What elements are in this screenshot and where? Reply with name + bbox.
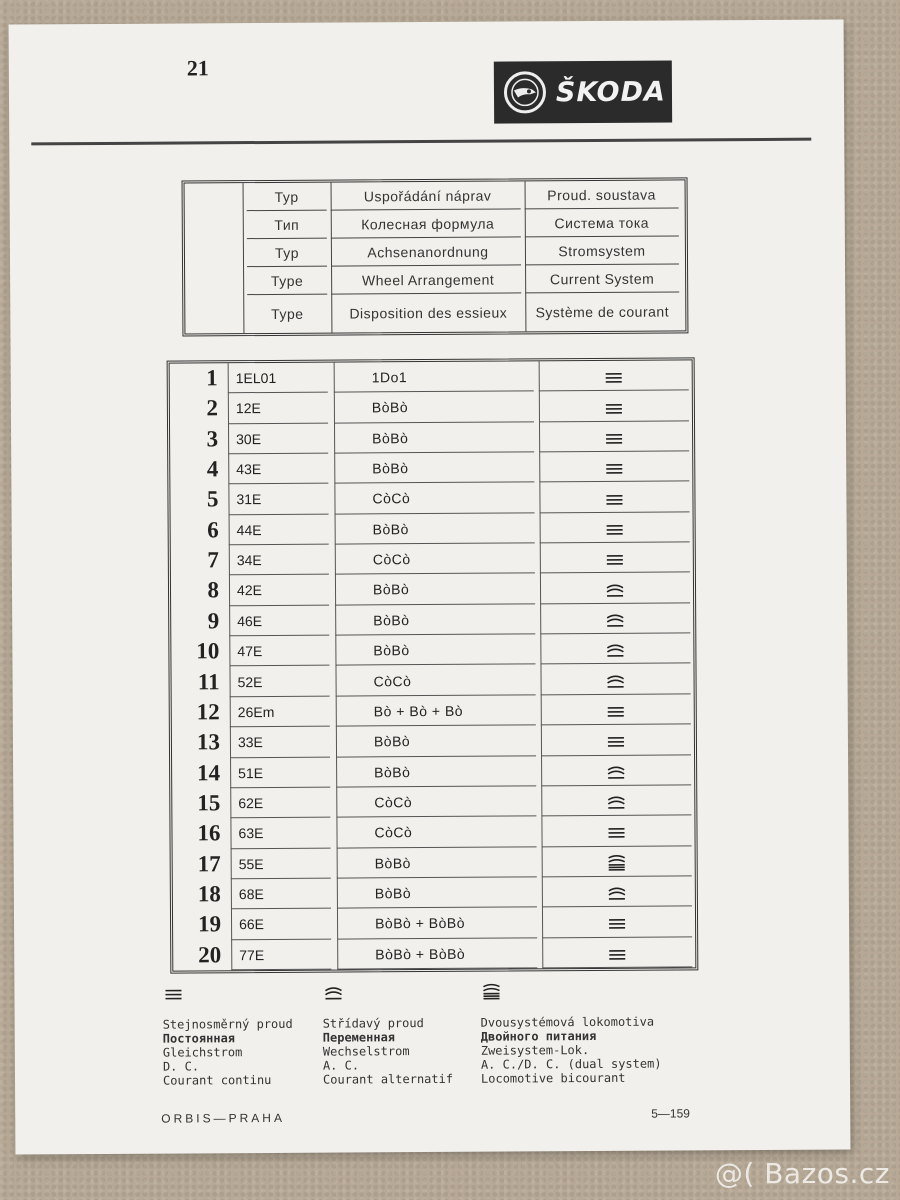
table-row [173, 846, 695, 880]
locomotive-type: 51E [238, 764, 264, 781]
header-cell-current: Proud. soustava [547, 186, 656, 203]
header-cell-type: Typ [274, 188, 299, 205]
table-row [173, 937, 695, 971]
table-row [171, 573, 693, 607]
row-number: 4 [206, 456, 219, 482]
wheel-arrangement: BòBò [373, 733, 411, 750]
locomotive-type: 1EL01 [235, 369, 277, 387]
locomotive-type: 68E [238, 885, 264, 903]
legend-dc [162, 983, 293, 1088]
header-cell-wheel: Колесная формула [361, 215, 495, 232]
current-system-ac-icon [542, 876, 692, 907]
locomotive-type: 43E [236, 461, 262, 478]
wheel-arrangement: CòCò [372, 490, 411, 507]
legend-text: Dvousystémová lokomotiva [480, 1014, 655, 1030]
table-row [172, 785, 694, 819]
document-page [9, 19, 851, 1154]
legend-text: Locomotive bicourant [480, 1070, 626, 1086]
wheel-arrangement: BòBò [372, 429, 409, 447]
header-cell-type: Тип [274, 216, 300, 233]
row-rule-line [542, 966, 692, 968]
row-number: 3 [206, 425, 219, 452]
wheel-arrangement: BòBò + BòBò [375, 945, 466, 962]
current-system-ac-icon [541, 755, 691, 786]
table-row [171, 664, 693, 698]
row-number: 5 [206, 486, 219, 512]
header-row [185, 208, 685, 239]
row-rule-line [231, 969, 331, 971]
legend-text: Постоянная [162, 1031, 236, 1046]
current-system-dc-icon [542, 907, 692, 938]
table-row [172, 694, 694, 728]
document-code: 5—159 [651, 1106, 690, 1121]
wheel-arrangement: BòBò [373, 611, 410, 629]
locomotive-type: 42E [236, 582, 262, 599]
header-cell-current: Current System [549, 270, 655, 287]
current-system-ac-icon [541, 785, 691, 816]
table-row [173, 876, 695, 910]
header-cell-current: Système de courant [535, 303, 670, 320]
wheel-arrangement: CòCò [374, 794, 413, 811]
header-cell-current: Система тока [554, 214, 650, 231]
current-system-dc-icon [541, 694, 691, 725]
wheel-arrangement: BòBò [374, 854, 411, 871]
locomotive-type: 46E [237, 612, 263, 629]
legend-text: Двойного питания [480, 1028, 597, 1044]
row-number: 1 [206, 365, 218, 391]
row-number: 17 [197, 850, 221, 877]
header-row [185, 180, 685, 211]
dc-symbol-icon [162, 983, 292, 1018]
watermark: @( Bazos.cz [714, 1157, 890, 1190]
table-row [172, 816, 694, 850]
skoda-winged-arrow-icon [504, 71, 546, 113]
current-system-ac-icon [540, 664, 690, 695]
current-system-dc-icon [542, 937, 692, 968]
publisher: ORBIS—PRAHA [161, 1110, 285, 1126]
current-system-dc-icon [540, 512, 690, 543]
wheel-arrangement: 1Do1 [371, 369, 408, 386]
wheel-arrangement: BòBò [372, 581, 410, 598]
header-rule [31, 138, 811, 146]
locomotive-type: 26Em [237, 703, 275, 721]
current-system-dual-icon [542, 846, 692, 877]
row-number: 16 [197, 820, 221, 846]
row-number: 11 [197, 668, 220, 694]
header-cell-type: Type [270, 272, 304, 289]
wheel-arrangement: BòBò [372, 460, 409, 477]
wheel-arrangement: CòCò [372, 551, 411, 568]
legend-text: Stejnosměrný proud [162, 1016, 293, 1032]
locomotive-type: 30E [236, 430, 262, 447]
skoda-logo [494, 61, 672, 124]
current-system-dc-icon [540, 543, 690, 574]
wheel-arrangement: CòCò [374, 824, 413, 841]
current-system-ac-icon [540, 573, 690, 604]
row-number: 8 [207, 577, 220, 603]
legend-text: Courant continu [162, 1072, 272, 1088]
header-cell-current: Stromsystem [558, 242, 646, 259]
table-row [171, 512, 693, 546]
legend-text: Переменная [322, 1030, 396, 1045]
legend-text: A. C./D. C. (dual system) [480, 1056, 662, 1072]
row-number: 9 [207, 608, 220, 634]
current-system-dc-icon [541, 816, 691, 847]
locomotive-type: 12E [235, 400, 261, 417]
current-system-dc-icon [541, 725, 691, 756]
row-number: 7 [207, 547, 219, 573]
wheel-arrangement: BòBò [373, 642, 410, 659]
header-row [185, 292, 685, 333]
current-system-ac-icon [540, 634, 690, 665]
wheel-arrangement: BòBò + BòBò [375, 915, 466, 932]
header-cell-wheel: Uspořádání náprav [363, 187, 492, 204]
row-number: 2 [206, 395, 218, 421]
locomotive-type: 55E [238, 855, 264, 872]
legend-text: Courant alternatif [322, 1071, 454, 1087]
table-row [170, 391, 692, 425]
table-row [171, 634, 693, 668]
page-number: 21 [186, 55, 209, 81]
legend-ac [322, 982, 453, 1087]
header-row [185, 236, 685, 267]
locomotive-type: 62E [238, 794, 264, 812]
current-system-dc-icon [539, 421, 689, 452]
current-system-dc-icon [539, 360, 689, 391]
legend-text: Wechselstrom [322, 1044, 410, 1059]
header-table [182, 177, 689, 336]
header-cell-wheel: Disposition des essieux [349, 304, 508, 321]
table-row [170, 451, 692, 485]
locomotive-type: 77E [239, 946, 265, 963]
row-number: 18 [197, 881, 221, 907]
ac-symbol-icon [322, 982, 452, 1017]
locomotive-type: 34E [236, 552, 262, 569]
row-rule-line [337, 967, 537, 969]
locomotive-type: 52E [237, 673, 263, 690]
current-system-dc-icon [539, 391, 689, 422]
table-row [171, 603, 693, 637]
table-row [170, 360, 692, 394]
row-number: 14 [197, 759, 221, 785]
header-cell-wheel: Achsenanordnung [367, 243, 489, 260]
row-number: 10 [196, 638, 220, 664]
wheel-arrangement: Bò + Bò + Bò [373, 702, 464, 720]
legend-text: A. C. [322, 1058, 360, 1073]
header-row [185, 264, 685, 295]
locomotive-type: 66E [239, 916, 265, 933]
wheel-arrangement: CòCò [373, 672, 412, 689]
row-number: 13 [196, 729, 221, 755]
dual-system-symbol-icon [480, 981, 661, 1016]
wheel-arrangement: BòBò [374, 763, 411, 780]
legend-text: Střídavý proud [322, 1016, 424, 1031]
header-cell-type: Typ [274, 244, 300, 261]
locomotive-type: 44E [236, 521, 262, 538]
header-cell-type: Type [271, 305, 304, 322]
logo-wordmark: ŠKODA [555, 76, 666, 108]
row-number: 12 [196, 699, 220, 725]
wheel-arrangement: BòBò [371, 399, 409, 416]
table-row [172, 755, 694, 789]
locomotive-type: 47E [237, 643, 263, 660]
row-number: 19 [197, 911, 222, 937]
row-number: 15 [197, 790, 221, 816]
row-number: 6 [207, 517, 219, 543]
table-row [172, 725, 694, 759]
legend-text: Zweisystem-Lok. [480, 1043, 590, 1058]
locomotive-type: 31E [236, 491, 262, 508]
legend-dual [480, 981, 661, 1086]
locomotive-type: 63E [238, 825, 264, 842]
table-row [173, 907, 695, 941]
current-system-dc-icon [539, 482, 689, 513]
table-row [170, 421, 692, 455]
row-number: 20 [198, 941, 222, 968]
locomotive-table [167, 357, 699, 973]
legend-text: D. C. [162, 1059, 200, 1074]
legend-text: Gleichstrom [162, 1045, 243, 1060]
table-row [171, 542, 693, 576]
table-row [170, 482, 692, 516]
current-system-dc-icon [539, 451, 689, 482]
wheel-arrangement: BòBò [372, 520, 409, 538]
header-cell-wheel: Wheel Arrangement [361, 271, 495, 288]
locomotive-type: 33E [237, 734, 263, 751]
current-system-ac-icon [540, 603, 690, 634]
wheel-arrangement: BòBò [374, 885, 412, 902]
